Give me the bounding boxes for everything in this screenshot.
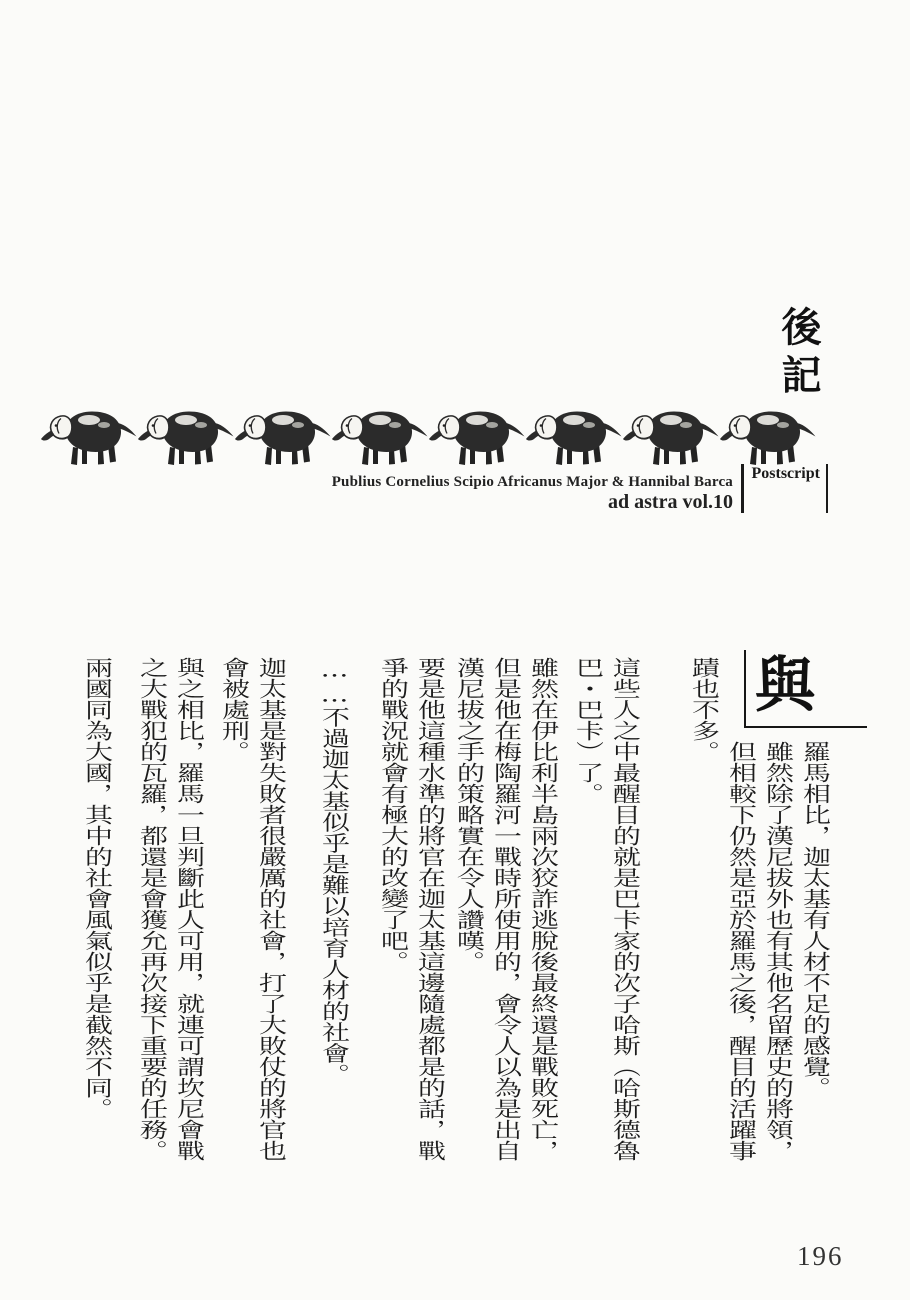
drop-cap: 與 — [755, 651, 815, 721]
credits — [332, 474, 733, 513]
text-column: 兩國同為大國，其中的社會風氣似乎是截然不同。 — [81, 657, 114, 1119]
text-column: 之大戰犯的瓦羅，都還是會獲允再次接下重要的任務。 — [136, 657, 169, 1161]
text-column: 蹟也不多。 — [688, 657, 721, 762]
page-title: 後記 — [775, 306, 822, 402]
text-column: 但相較下仍然是亞於羅馬之後，醒目的活躍事 — [725, 741, 758, 1161]
elephant-row — [40, 406, 832, 468]
afterword-text — [79, 657, 834, 1242]
paragraph — [79, 657, 116, 1242]
page-number: 196 — [797, 1241, 844, 1271]
paragraph — [570, 657, 644, 1242]
credit-line: Publius Cornelius Scipio Africanus Major & Hannibal Barca — [331, 474, 733, 490]
elephant-icon — [719, 406, 816, 468]
text-column: 這些人之中最醒目的就是巴卡家的次子哈斯（哈斯德魯 — [609, 657, 642, 1161]
elephant-icon — [137, 406, 234, 468]
paragraph — [216, 657, 290, 1242]
elephant-icon — [622, 406, 719, 468]
elephant-icon — [525, 406, 622, 468]
text-column: 巴・巴卡）了。 — [572, 657, 605, 804]
text-column: 會被處刑。 — [218, 657, 251, 762]
text-column: ……不過迦太基似乎是難以培育人材的社會。 — [318, 657, 351, 1085]
elephant-icon — [331, 406, 428, 468]
paragraph — [375, 657, 449, 1242]
postscript-label: Postscript — [751, 465, 820, 482]
postscript-label-box — [741, 464, 828, 513]
elephant-icon — [234, 406, 331, 468]
paragraph — [134, 657, 208, 1242]
elephant-icon — [428, 406, 525, 468]
divider-bar — [826, 464, 829, 513]
text-column: 與之相比，羅馬一旦判斷此人可用，就連可謂坎尼會戰 — [173, 657, 206, 1161]
paragraph — [686, 657, 834, 1242]
text-column: 漢尼拔之手的策略實在令人讚嘆。 — [453, 657, 486, 972]
elephant-icon — [40, 406, 137, 468]
text-column: 要是他這種水準的將官在迦太基這邊隨處都是的話，戰 — [414, 657, 447, 1161]
text-column: 雖然除了漢尼拔外也有其他名留歷史的將領， — [762, 741, 795, 1161]
paragraph — [451, 657, 562, 1242]
text-column: 羅馬相比，迦太基有人材不足的感覺。 — [799, 741, 832, 1098]
text-column: 雖然在伊比利半島兩次狡詐逃脫後最終還是戰敗死亡， — [527, 657, 560, 1161]
text-column: 爭的戰況就會有極大的改變了吧。 — [377, 657, 410, 972]
volume-label: ad astra vol.10 — [608, 491, 733, 513]
text-column: 迦太基是對失敗者很嚴厲的社會，打了大敗仗的將官也 — [255, 657, 288, 1161]
paragraph — [316, 657, 353, 1242]
text-column: 但是他在梅陶羅河一戰時所使用的，會令人以為是出自 — [490, 657, 523, 1161]
